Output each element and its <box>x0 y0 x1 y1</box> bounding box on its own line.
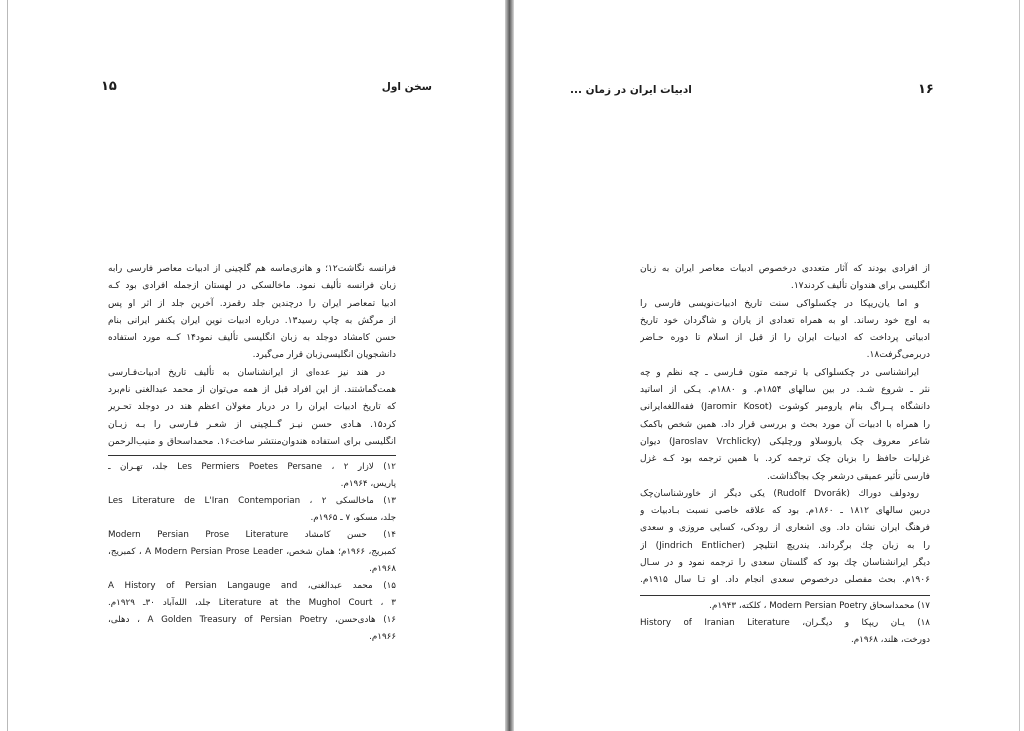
footnote-line: پاریس، ۱۹۶۴م. <box>340 479 396 489</box>
text-line: ادبیاتی پرداخت که ادبیات ایران را از قبل از اسلام تا دوره حـاضر <box>640 333 930 344</box>
text-line: و اما یان‌ریپکا در چکسلواکی سنت تاریخ ادبیات‌نویسی فارسی را <box>640 298 919 309</box>
text-line: ایرانشناسی در چکسلواکی با ترجمه متون فـارسی ـ چه نظم و چه <box>640 367 919 378</box>
text-line: دربرمی‌گرفت۱۸. <box>866 350 930 361</box>
page-number: ۱۵ <box>101 79 117 94</box>
text-line: انگلیسی برای استفاده هندوان‌منتشر ساخت۱۶. محمداسحاق و منیب‌الرحمن <box>108 436 396 447</box>
text-line: دانشجویان انگلیسی‌زبان قرار می‌گیرد. <box>252 350 396 361</box>
text-line: دربین سالهای ۱۸۱۲ ـ ۱۸۶۰م. بود که علاقه خاصی نسبت بـادبیات و <box>640 506 930 517</box>
footnote-line: ۱۹۶۸م. <box>369 564 396 574</box>
text-line: فرهنگ ایران نشان داد. وی اشعاری از رودکی، کسایی مروزی و سعدی <box>640 523 930 534</box>
text-line: در هند نیز عده‌ای از ایرانشناسان به تألیف تاریخ ادبیات‌فـارسی <box>108 367 385 378</box>
footnotes <box>640 598 930 649</box>
footnote-line: ۱۴) حسن کامشاد Modern Persian Prose Literature <box>108 530 396 540</box>
text-line: ۱۹۰۶م. بحث مفصلی درخصوص سعدی انجام داد. او تـا سال ۱۹۱۵م. <box>640 575 930 586</box>
footnote-line: ۱۹۶۶م. <box>369 632 396 642</box>
text-line: را همراه با ادبیات آن مورد بحث و بررسی قرار داد. همین شخص باکمک <box>640 419 930 430</box>
page-number: ۱۶ <box>918 82 934 97</box>
text-line: ادبیا تمعاصر ایران را درچندین جلد رقمزد. آخرین جلد از اثر او پس <box>108 298 396 309</box>
text-line: را به زبان چك برگرداند. یندریچ انتلیچر (Jindrich Entlicher) از <box>640 540 930 551</box>
text-line: که تاریخ ادبیات ایران را در دربار مغولان اعظم هند در دوجلد تحـریر <box>108 402 396 413</box>
text-line: انگلیسی برای هندوان تألیف کردند۱۷. <box>790 281 930 292</box>
footnote-line: ۱۵) محمد عبدالغنی، A History of Persian Langauge and <box>108 581 396 591</box>
main-text <box>108 261 396 451</box>
main-text <box>640 261 930 590</box>
text-line: از مرگش به چاپ رسید۱۳. درباره ادبیات نوین ایران یکنفر ایرانی بنام <box>108 315 396 326</box>
footnote-line: ۱۸) یـان ریپکا و دیگـران، History of Iranian Literature <box>640 618 930 628</box>
right-page <box>514 0 1020 731</box>
text-line: فارسی تأثیر عمیقی درشعر چک بجاگذاشت. <box>767 471 930 482</box>
text-line: زبان فرانسه تألیف نمود. ماخالسکی در لهستان ازجمله افرادی بود کـه <box>108 281 396 292</box>
footnote-line: ۱۳) ماخالسکی Les Literature de L'Iran Contemporian ، ۲ <box>108 496 396 506</box>
footnote-separator <box>640 595 930 596</box>
text-line: نثر ـ شروع شـد. در بین سالهای ۱۸۵۴م. و ۱۸۸۰م. یـکی از اساتید <box>640 385 930 396</box>
text-line: به اوج خود رساند. او به همراه تعدادی از یاران و شاگردان خود تاریخ <box>640 315 930 326</box>
text-line: شاعر معروف چک یاروسلاو ورچلیکی (Jaroslav Vrchlicky) دیوان <box>640 436 930 447</box>
running-head: سخن اول <box>381 81 432 93</box>
book-gutter <box>505 0 514 731</box>
footnote-separator <box>108 455 396 456</box>
left-page <box>7 0 505 731</box>
footnotes <box>108 459 396 646</box>
text-line: دانشگاه پــراگ بنام یارومیر کوشوت (Jaromir Kosot) فقه‌اللغه‌ایرانی <box>640 402 930 413</box>
footnote-line: ۱۲) لازار Les Permiers Poetes Persane ، ۲ جلد، تهـران ـ <box>108 462 396 472</box>
text-line: دیگر ایرانشناسان چك بود که گلستان سعدی را ترجمه نمود و در سـال <box>640 558 930 569</box>
footnote-line: Literature at the Mughol Court ، ۳ جلد، الله‌آباد ۳۰ـ ۱۹۲۹م. <box>108 598 396 608</box>
text-line: از افرادی بودند که آثار متعددی درخصوص ادبیات معاصر ایران به زبان <box>640 264 930 274</box>
footnote-line: ۱۷) محمداسحاق Modern Persian Poetry ، کلکته، ۱۹۴۳م. <box>709 601 930 611</box>
running-head: ادبیات ایران در زمان ... <box>570 84 692 96</box>
text-line: فرانسه نگاشت۱۲؛ و هانری‌ماسه هم گلچینی از ادبیات معاصر فارسی رابه <box>108 264 396 274</box>
text-line: همت‌گماشتند. از این افراد قبل از همه می‌توان از محمد عبدالغنی نام‌برد <box>108 385 396 396</box>
footnote-line: جلد، مسکو، ۷ ـ ۱۹۶۵م. <box>310 513 396 523</box>
footnote-line: دورخت، هلند، ۱۹۶۸م. <box>850 635 930 645</box>
footnote-line: کمبریج، ۱۹۶۶م؛ همان شخص، A Modern Persian Prose Leader ، کمبریج، <box>108 547 396 557</box>
text-line: کرد۱۵. هـادی حسن نیـز گــلچینی از شعـر فـارسی را بـه زبـان <box>108 419 396 430</box>
text-line: غزلیات حافظ را بزبان چک ترجمه کرد. با همین ترجمه بود کـه غزل <box>640 454 930 465</box>
text-line: حسن کامشاد دوجلد به زبان انگلیسی تألیف نمود۱۴ کــه مورد استفاده <box>108 333 396 344</box>
footnote-line: ۱۶) هادی‌حسن، A Golden Treasury of Persian Poetry ، دهلی، <box>108 615 396 625</box>
text-line: رودولف دوراك (Rudolf Dvorák) یکی دیگر از خاورشناسان‌چک <box>640 488 919 499</box>
